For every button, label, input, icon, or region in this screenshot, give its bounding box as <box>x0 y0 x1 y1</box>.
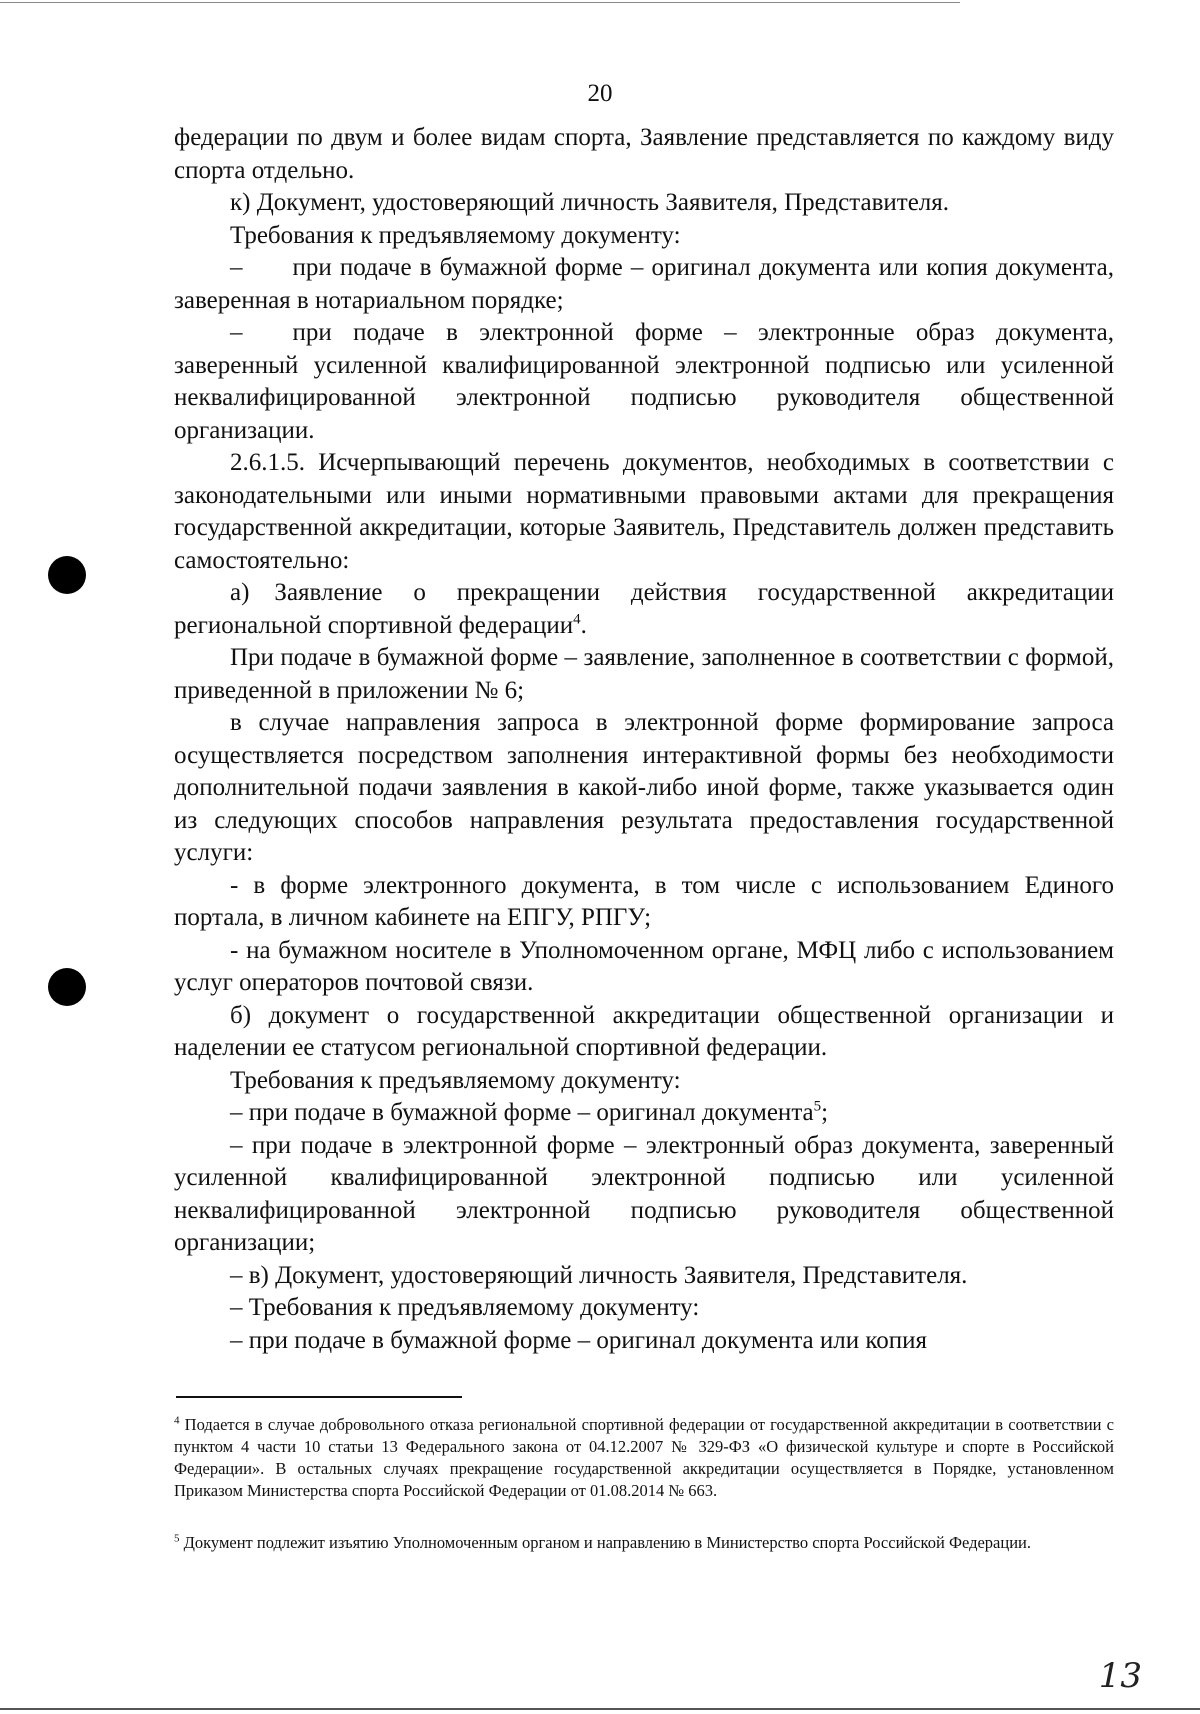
list-item: – при подаче в бумажной форме – оригинал документа или копия <box>230 1326 928 1354</box>
footnote-text: Подается в случае добровольного отказа региональной спортивной федерации от государственной аккредитации в соответствии с пунктом 4 части 10 статьи 13 Федерального закона от 04.12.2007 № 329-ФЗ «О физической культуре и спорте в Российской Федерации». В остальных случаях прекращение государственной аккредитации осуществляется в Порядке, установленном Приказом Министерства спорта Российской Федерации от 01.08.2014 № 663. <box>174 1415 1114 1500</box>
paragraph: в случае направления запроса в электронной форме формирование запроса осуществляется посредством заполнения интерактивной формы без необходимости дополнительной подачи заявления в какой-либо иной форме, также указывается один из следующих способов направления результата предоставления государственной услуги: <box>174 709 1114 866</box>
list-item <box>174 577 1114 642</box>
list-item: - на бумажном носителе в Уполномоченном органе, МФЦ либо с использованием услуг операторов почтовой связи. <box>174 936 1114 996</box>
page-number: 20 <box>587 80 613 107</box>
list-item: – при подаче в электронной форме – электронный образ документа, заверенный усиленной квалифицированной электронной подписью или усиленной неквалифицированной электронной подписью руководителя общественной организации; <box>174 1131 1114 1256</box>
list-item: б) документ о государственной аккредитации общественной организации и наделении ее статусом региональной спортивной федерации. <box>174 1001 1114 1061</box>
paragraph: При подаче в бумажной форме – заявление, заполненное в соответствии с формой, приведенной в приложении № 6; <box>174 644 1114 704</box>
list-item: – Требования к предъявляемому документу: <box>230 1294 700 1321</box>
footnote-number: 5 <box>174 1532 180 1545</box>
paragraph-end: . <box>580 611 587 639</box>
footnote-text: Документ подлежит изъятию Уполномоченным органом и направлению в Министерство спорта Российской Федерации. <box>179 1533 1031 1552</box>
section-paragraph: 2.6.1.5. Исчерпывающий перечень документов, необходимых в соответствии с законодательными или иными нормативными правовыми актами для прекращения государственной аккредитации, которые Заявитель, Представитель должен представить самостоятельно: <box>174 449 1114 574</box>
footnote-reference: 5 <box>813 1098 822 1115</box>
list-item: - в форме электронного документа, в том числе с использованием Единого портала, в личном кабинете на ЕПГУ, РПГУ; <box>174 871 1114 931</box>
scan-top-edge <box>0 2 960 3</box>
footnote-number: 4 <box>174 1414 180 1427</box>
scan-bottom-edge <box>0 1708 1200 1710</box>
list-item: – при подаче в бумажной форме – оригинал документа или копия документа, заверенная в нотариальном порядке; <box>174 254 1114 314</box>
paragraph-text: – при подаче в бумажной форме – оригинал документа <box>230 1099 814 1126</box>
paragraph: Требования к предъявляемому документу: <box>230 221 681 249</box>
punch-hole-mark <box>48 556 86 594</box>
document-body <box>174 122 1114 1357</box>
footnote-reference: 4 <box>573 611 581 628</box>
list-item <box>174 1097 1114 1130</box>
list-item: – при подаче в электронной форме – электронные образ документа, заверенный усиленной квалифицированной электронной подписью или усиленной неквалифицированной электронной подписью руководителя общественной организации. <box>174 319 1114 444</box>
punch-hole-mark <box>48 968 86 1006</box>
list-item: – в) Документ, удостоверяющий личность Заявителя, Представителя. <box>230 1261 968 1289</box>
paragraph: Требования к предъявляемому документу: <box>230 1066 681 1094</box>
paragraph: федерации по двум и более видам спорта, Заявление представляется по каждому виду спорта отдельно. <box>174 124 1114 184</box>
paragraph-text: а) Заявление о прекращении действия государственной аккредитации региональной спортивной федерации <box>174 579 1114 639</box>
footnote <box>174 1414 1114 1502</box>
footnotes <box>174 1414 1114 1554</box>
paragraph: к) Документ, удостоверяющий личность Заявителя, Представителя. <box>230 189 950 216</box>
paragraph-end: ; <box>821 1099 829 1126</box>
footnote <box>174 1532 1114 1554</box>
footnote-separator <box>176 1396 462 1398</box>
handwritten-page-mark: 13 <box>1098 1656 1142 1696</box>
